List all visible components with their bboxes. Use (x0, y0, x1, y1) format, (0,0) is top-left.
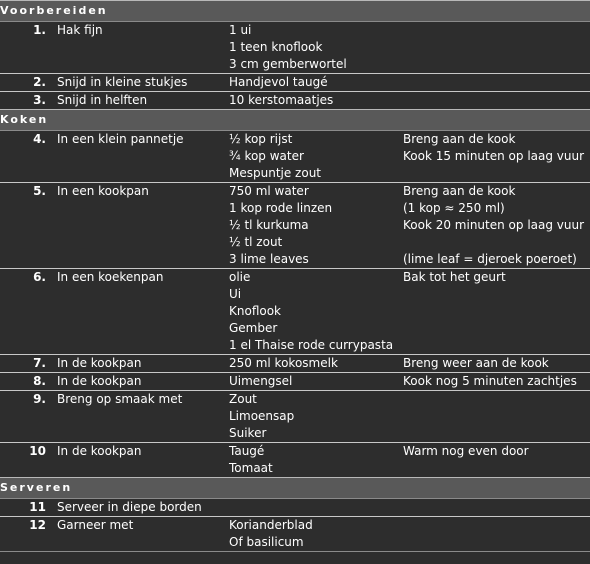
step-action (57, 355, 229, 373)
step-row (0, 373, 590, 391)
step-action (57, 373, 229, 391)
ingredient-line: ½ kop rijst (229, 132, 293, 146)
step-action-text: In de kookpan (57, 444, 142, 458)
ingredient-line: 3 cm gemberwortel (229, 57, 347, 71)
step-action-text: Snijd in helften (57, 93, 148, 107)
ingredient-line: olie (229, 270, 251, 284)
step-notes (403, 443, 590, 478)
step-notes (403, 391, 590, 443)
step-number-text: 4. (33, 132, 46, 146)
note-line: Warm nog even door (403, 444, 529, 458)
step-action-text: Serveer in diepe borden (57, 500, 202, 514)
step-number-text: 8. (33, 374, 46, 388)
note-line: Breng weer aan de kook (403, 356, 549, 370)
step-action (57, 499, 229, 517)
step-number (0, 391, 57, 443)
step-row (0, 443, 590, 478)
ingredient-line: 1 ui (229, 23, 252, 37)
step-notes (403, 74, 590, 92)
step-ingredients (229, 355, 403, 373)
step-ingredients (229, 373, 403, 391)
step-ingredients (229, 74, 403, 92)
note-line: Breng aan de kook (403, 184, 516, 198)
ingredient-line: 10 kerstomaatjes (229, 93, 334, 107)
ingredient-line: Ui (229, 287, 242, 301)
section-title: Voorbereiden (0, 1, 590, 22)
step-ingredients (229, 391, 403, 443)
section-title: Serveren (0, 478, 590, 499)
step-number-text: 5. (33, 184, 46, 198)
ingredient-line: Handjevol taugé (229, 75, 328, 89)
ingredient-line: Tomaat (229, 461, 273, 475)
step-row (0, 499, 590, 517)
ingredient-line: 1 teen knoflook (229, 40, 323, 54)
ingredient-line: Knoflook (229, 304, 282, 318)
step-action (57, 131, 229, 183)
step-number-text: 1. (33, 23, 46, 37)
step-action-text: Breng op smaak met (57, 392, 183, 406)
step-number (0, 443, 57, 478)
step-action (57, 22, 229, 74)
step-notes (403, 183, 590, 269)
note-line: Breng aan de kook (403, 132, 516, 146)
step-row (0, 22, 590, 74)
ingredient-line: Limoensap (229, 409, 295, 423)
step-action (57, 269, 229, 355)
ingredient-line: Zout (229, 392, 257, 406)
step-row (0, 92, 590, 110)
ingredient-line: ½ tl zout (229, 235, 283, 249)
step-number-text: 2. (33, 75, 46, 89)
step-action (57, 74, 229, 92)
step-action (57, 183, 229, 269)
step-number-text: 3. (33, 93, 46, 107)
step-row (0, 355, 590, 373)
section-header (0, 478, 590, 499)
ingredient-line: Korianderblad (229, 518, 313, 532)
step-notes (403, 499, 590, 517)
step-number-text: 9. (33, 392, 46, 406)
step-ingredients (229, 131, 403, 183)
step-notes (403, 22, 590, 74)
note-line: (lime leaf = djeroek poeroet) (403, 252, 577, 266)
step-number-text: 12 (29, 518, 46, 532)
section-title: Koken (0, 110, 590, 131)
section-header (0, 1, 590, 22)
ingredient-line: Gember (229, 321, 278, 335)
note-line: Kook 20 minuten op laag vuur (403, 218, 585, 232)
note-line (403, 234, 590, 251)
ingredient-line: ¾ kop water (229, 149, 304, 163)
step-action (57, 92, 229, 110)
step-action (57, 517, 229, 552)
step-ingredients (229, 499, 403, 517)
step-action (57, 443, 229, 478)
step-number-text: 7. (33, 356, 46, 370)
ingredient-line: Mespuntje zout (229, 166, 322, 180)
step-action-text: In de kookpan (57, 374, 142, 388)
step-number (0, 373, 57, 391)
step-notes (403, 373, 590, 391)
step-row (0, 131, 590, 183)
recipe-body (0, 1, 590, 552)
step-action-text: In een klein pannetje (57, 132, 184, 146)
ingredient-line: 750 ml water (229, 184, 309, 198)
step-row (0, 183, 590, 269)
step-number (0, 22, 57, 74)
step-number-text: 6. (33, 270, 46, 284)
step-action-text: In een kookpan (57, 184, 149, 198)
ingredient-line: 3 lime leaves (229, 252, 309, 266)
step-ingredients (229, 92, 403, 110)
note-line: (1 kop ≈ 250 ml) (403, 201, 505, 215)
step-action-text: Hak fijn (57, 23, 103, 37)
step-row (0, 391, 590, 443)
step-number (0, 517, 57, 552)
ingredient-line: 1 el Thaise rode currypasta (229, 338, 394, 352)
step-action-text: In de kookpan (57, 356, 142, 370)
ingredient-line: Uimengsel (229, 374, 293, 388)
ingredient-line: ½ tl kurkuma (229, 218, 309, 232)
step-notes (403, 131, 590, 183)
step-notes (403, 517, 590, 552)
step-ingredients (229, 517, 403, 552)
step-row (0, 74, 590, 92)
step-action-text: In een koekenpan (57, 270, 164, 284)
step-ingredients (229, 22, 403, 74)
step-row (0, 269, 590, 355)
step-number (0, 499, 57, 517)
ingredient-line: Taugé (229, 444, 265, 458)
ingredient-line: 1 kop rode linzen (229, 201, 333, 215)
step-number (0, 131, 57, 183)
step-notes (403, 269, 590, 355)
step-action (57, 391, 229, 443)
step-number-text: 10 (29, 444, 46, 458)
step-number (0, 269, 57, 355)
ingredient-line: Suiker (229, 426, 267, 440)
step-number (0, 92, 57, 110)
step-action-text: Snijd in kleine stukjes (57, 75, 188, 89)
step-ingredients (229, 443, 403, 478)
step-ingredients (229, 269, 403, 355)
step-number (0, 74, 57, 92)
step-notes (403, 92, 590, 110)
ingredient-line: Of basilicum (229, 535, 304, 549)
step-number-text: 11 (29, 500, 46, 514)
note-line: Bak tot het geurt (403, 270, 506, 284)
step-ingredients (229, 183, 403, 269)
step-row (0, 517, 590, 552)
step-notes (403, 355, 590, 373)
ingredient-line: 250 ml kokosmelk (229, 356, 338, 370)
note-line: Kook nog 5 minuten zachtjes (403, 374, 577, 388)
note-line: Kook 15 minuten op laag vuur (403, 149, 585, 163)
step-action-text: Garneer met (57, 518, 134, 532)
step-number (0, 355, 57, 373)
section-header (0, 110, 590, 131)
step-number (0, 183, 57, 269)
